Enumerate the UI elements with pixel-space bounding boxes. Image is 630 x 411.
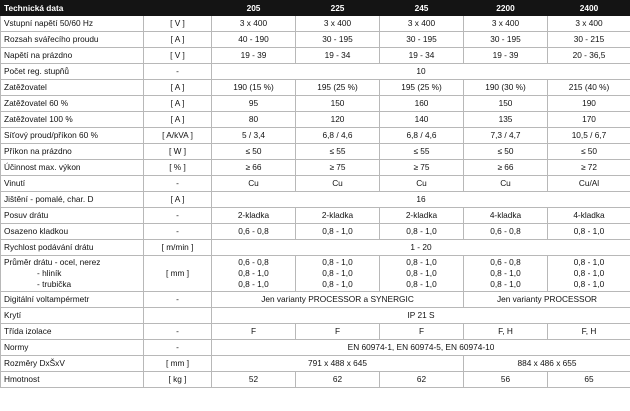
- header-model-2200: 2200: [464, 1, 548, 16]
- cell-245: 195 (25 %): [380, 80, 464, 96]
- cell-2200: 150: [464, 96, 548, 112]
- cell-245: 19 - 34: [380, 48, 464, 64]
- cell-2400: 20 - 36,5: [548, 48, 630, 64]
- cell-2400: 65: [548, 372, 630, 388]
- cell-225: ≥ 75: [296, 160, 380, 176]
- cell-all-models: EN 60974-1, EN 60974-5, EN 60974-10: [212, 340, 630, 356]
- row-label: Zatěžovatel 60 %: [1, 96, 144, 112]
- cell-2400: 190: [548, 96, 630, 112]
- header-row: [1, 1, 630, 16]
- row-unit: [ m/min ]: [144, 240, 212, 256]
- table-row: [1, 64, 630, 80]
- cell-line: 0,8 - 1,0: [490, 268, 521, 278]
- row-unit: [ A ]: [144, 192, 212, 208]
- cell-225: F: [296, 324, 380, 340]
- header-model-225: 225: [296, 1, 380, 16]
- row-label: Zatěžovatel 100 %: [1, 112, 144, 128]
- row-unit: [ V ]: [144, 16, 212, 32]
- cell-225: 120: [296, 112, 380, 128]
- table-row: [1, 324, 630, 340]
- row-label: Příkon na prázdno: [1, 144, 144, 160]
- row-unit: -: [144, 324, 212, 340]
- row-label: Rychlost podávání drátu: [1, 240, 144, 256]
- cell-2400: 30 - 215: [548, 32, 630, 48]
- header-model-2400: 2400: [548, 1, 630, 16]
- cell-225: 3 x 400: [296, 16, 380, 32]
- table-row: [1, 224, 630, 240]
- cell-245: ≤ 55: [380, 144, 464, 160]
- cell-205: Cu: [212, 176, 296, 192]
- cell-205: 190 (15 %): [212, 80, 296, 96]
- row-label: Krytí: [1, 308, 144, 324]
- row-label: Rozměry DxŠxV: [1, 356, 144, 372]
- cell-245: 3 x 400: [380, 16, 464, 32]
- cell-2400: 4-kladka: [548, 208, 630, 224]
- cell-205: ≤ 50: [212, 144, 296, 160]
- cell-225: ≤ 55: [296, 144, 380, 160]
- cell-205: 19 - 39: [212, 48, 296, 64]
- table-row: [1, 112, 630, 128]
- cell-2200: 7,3 / 4,7: [464, 128, 548, 144]
- row-label: Napětí na prázdno: [1, 48, 144, 64]
- row-label: Počet reg. stupňů: [1, 64, 144, 80]
- table-row-wire-diameter: [1, 256, 630, 292]
- cell-2200: F, H: [464, 324, 548, 340]
- row-label: Hmotnost: [1, 372, 144, 388]
- cell-all-models: 10: [212, 64, 630, 80]
- cell-245: ≥ 75: [380, 160, 464, 176]
- row-label: Síťový proud/příkon 60 %: [1, 128, 144, 144]
- table-row: [1, 48, 630, 64]
- cell-2400: ≥ 72: [548, 160, 630, 176]
- cell-line: 0,8 - 1,0: [238, 268, 269, 278]
- table-row: [1, 144, 630, 160]
- cell-225: 2-kladka: [296, 208, 380, 224]
- cell-245: [380, 256, 464, 292]
- label-line-aluminium: - hliník: [37, 268, 62, 278]
- cell-2200: 56: [464, 372, 548, 388]
- cell-2200: ≤ 50: [464, 144, 548, 160]
- cell-245: 140: [380, 112, 464, 128]
- row-label-multiline: [1, 256, 144, 292]
- cell-2200: 4-kladka: [464, 208, 548, 224]
- row-unit: [ % ]: [144, 160, 212, 176]
- row-unit: [ mm ]: [144, 356, 212, 372]
- cell-245: 6,8 / 4,6: [380, 128, 464, 144]
- row-label: Osazeno kladkou: [1, 224, 144, 240]
- cell-225: 6,8 / 4,6: [296, 128, 380, 144]
- cell-205: 95: [212, 96, 296, 112]
- cell-2200: Cu: [464, 176, 548, 192]
- header-model-205: 205: [212, 1, 296, 16]
- cell-225: 62: [296, 372, 380, 388]
- cell-225: 0,8 - 1,0: [296, 224, 380, 240]
- cell-2400: 170: [548, 112, 630, 128]
- cell-2400: [548, 256, 630, 292]
- row-unit: -: [144, 208, 212, 224]
- row-unit: [ mm ]: [144, 256, 212, 292]
- table-row: [1, 80, 630, 96]
- cell-line: 0,8 - 1,0: [490, 279, 521, 289]
- header-model-245: 245: [380, 1, 464, 16]
- cell-all-models: IP 21 S: [212, 308, 630, 324]
- cell-2400: F, H: [548, 324, 630, 340]
- row-unit: -: [144, 340, 212, 356]
- cell-245: F: [380, 324, 464, 340]
- row-unit: [ kg ]: [144, 372, 212, 388]
- cell-line: 0,8 - 1,0: [406, 268, 437, 278]
- cell-2200: 19 - 39: [464, 48, 548, 64]
- label-line-tube: - trubička: [37, 279, 72, 289]
- cell-245: 160: [380, 96, 464, 112]
- row-unit: -: [144, 176, 212, 192]
- row-unit: [ A/kVA ]: [144, 128, 212, 144]
- table-row: [1, 340, 630, 356]
- cell-line: 0,6 - 0,8: [490, 257, 521, 267]
- row-label: Rozsah svářecího proudu: [1, 32, 144, 48]
- cell-models-205-245: 791 x 488 x 645: [212, 356, 464, 372]
- cell-line: 0,8 - 1,0: [573, 268, 605, 278]
- row-label: Účinnost max. výkon: [1, 160, 144, 176]
- row-unit: [ V ]: [144, 48, 212, 64]
- row-unit: [ A ]: [144, 112, 212, 128]
- cell-205: 80: [212, 112, 296, 128]
- cell-line: 0,8 - 1,0: [322, 279, 353, 289]
- cell-2200: 3 x 400: [464, 16, 548, 32]
- table-row: [1, 208, 630, 224]
- cell-205: 3 x 400: [212, 16, 296, 32]
- row-label: Vinutí: [1, 176, 144, 192]
- cell-2400: 215 (40 %): [548, 80, 630, 96]
- table-row: [1, 308, 630, 324]
- cell-245: 2-kladka: [380, 208, 464, 224]
- table-row: [1, 192, 630, 208]
- row-unit: [ A ]: [144, 80, 212, 96]
- cell-all-models: 1 - 20: [212, 240, 630, 256]
- cell-2200: 190 (30 %): [464, 80, 548, 96]
- table-row: [1, 176, 630, 192]
- cell-2400: Cu/Al: [548, 176, 630, 192]
- header-unit: [144, 1, 212, 16]
- cell-all-models: 16: [212, 192, 630, 208]
- row-label: Třída izolace: [1, 324, 144, 340]
- table-row: [1, 372, 630, 388]
- cell-2200: 30 - 195: [464, 32, 548, 48]
- cell-models-2200-2400: Jen varianty PROCESSOR: [464, 292, 630, 308]
- cell-225: [296, 256, 380, 292]
- cell-line: 0,8 - 1,0: [406, 257, 437, 267]
- cell-models-205-245: Jen varianty PROCESSOR a SYNERGIC: [212, 292, 464, 308]
- cell-225: 19 - 34: [296, 48, 380, 64]
- cell-line: 0,8 - 1,0: [322, 268, 353, 278]
- table-row: [1, 16, 630, 32]
- row-label: Zatěžovatel: [1, 80, 144, 96]
- cell-205: F: [212, 324, 296, 340]
- label-line-steel: Průměr drátu - ocel, nerez: [4, 257, 101, 267]
- table-row: [1, 240, 630, 256]
- row-unit: -: [144, 64, 212, 80]
- cell-225: Cu: [296, 176, 380, 192]
- cell-225: 30 - 195: [296, 32, 380, 48]
- cell-2400: ≤ 50: [548, 144, 630, 160]
- row-label: Digitální voltampérmetr: [1, 292, 144, 308]
- table-row: [1, 356, 630, 372]
- cell-205: 0,6 - 0,8: [212, 224, 296, 240]
- table-row: [1, 32, 630, 48]
- cell-2400: 3 x 400: [548, 16, 630, 32]
- cell-205: 2-kladka: [212, 208, 296, 224]
- row-unit: [ A ]: [144, 32, 212, 48]
- cell-205: 52: [212, 372, 296, 388]
- cell-line: 0,8 - 1,0: [573, 279, 605, 289]
- cell-245: 62: [380, 372, 464, 388]
- cell-205: [212, 256, 296, 292]
- row-unit: -: [144, 224, 212, 240]
- cell-line: 0,8 - 1,0: [406, 279, 437, 289]
- cell-205: ≥ 66: [212, 160, 296, 176]
- table-row: [1, 128, 630, 144]
- row-unit: [ W ]: [144, 144, 212, 160]
- table-row: [1, 160, 630, 176]
- cell-2400: 0,8 - 1,0: [548, 224, 630, 240]
- cell-2200: 135: [464, 112, 548, 128]
- row-label: Jištění - pomalé, char. D: [1, 192, 144, 208]
- cell-2200: ≥ 66: [464, 160, 548, 176]
- row-label: Normy: [1, 340, 144, 356]
- cell-225: 150: [296, 96, 380, 112]
- cell-2200: [464, 256, 548, 292]
- cell-2200: 0,6 - 0,8: [464, 224, 548, 240]
- row-unit: -: [144, 292, 212, 308]
- cell-2400: 10,5 / 6,7: [548, 128, 630, 144]
- row-unit: [144, 308, 212, 324]
- cell-line: 0,8 - 1,0: [238, 279, 269, 289]
- table-row: [1, 96, 630, 112]
- table-row: [1, 292, 630, 308]
- header-title: Technická data: [1, 1, 144, 16]
- cell-line: 0,8 - 1,0: [573, 257, 605, 267]
- cell-models-2200-2400: 884 x 486 x 655: [464, 356, 630, 372]
- row-unit: [ A ]: [144, 96, 212, 112]
- cell-205: 5 / 3,4: [212, 128, 296, 144]
- cell-225: 195 (25 %): [296, 80, 380, 96]
- cell-205: 40 - 190: [212, 32, 296, 48]
- cell-245: Cu: [380, 176, 464, 192]
- cell-245: 0,8 - 1,0: [380, 224, 464, 240]
- cell-245: 30 - 195: [380, 32, 464, 48]
- row-label: Posuv drátu: [1, 208, 144, 224]
- cell-line: 0,8 - 1,0: [322, 257, 353, 267]
- cell-line: 0,6 - 0,8: [238, 257, 269, 267]
- row-label: Vstupní napětí 50/60 Hz: [1, 16, 144, 32]
